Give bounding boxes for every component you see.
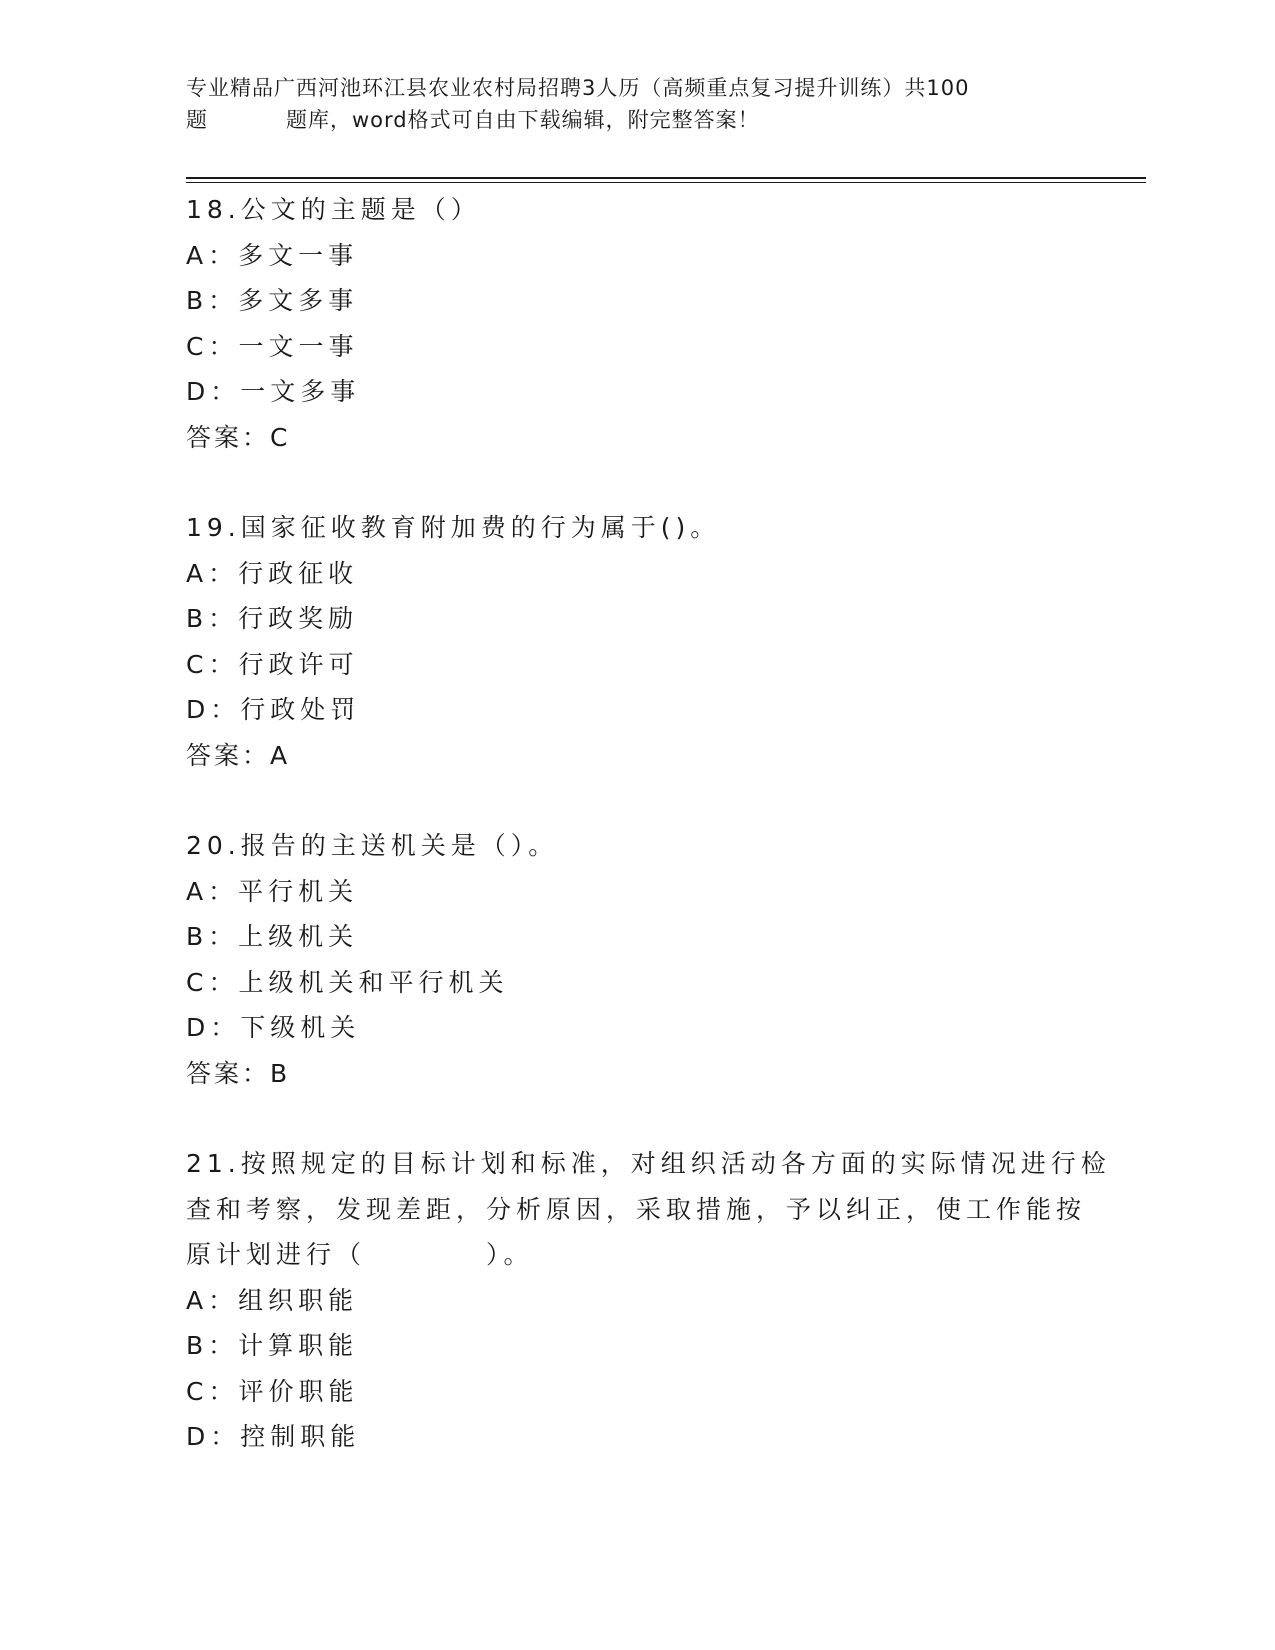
option-b: B：计算职能 (186, 1331, 359, 1360)
question-body: 公文的主题是（） (240, 195, 481, 224)
question-number: 20. (186, 831, 241, 860)
question-text (186, 505, 1066, 551)
option-d: D：控制职能 (186, 1422, 361, 1451)
question-number: 19. (186, 513, 241, 542)
question-list (186, 187, 1111, 1505)
answer-line: 答案：C (186, 422, 291, 452)
option-c: C：行政许可 (186, 649, 359, 679)
option-c: C：评价职能 (186, 1376, 359, 1406)
answer-line: 答案：A (186, 740, 291, 770)
question-number: 18. (186, 195, 241, 224)
option-b: B：行政奖励 (186, 604, 359, 633)
question-21 (186, 1141, 1111, 1460)
option-b: B：上级机关 (186, 922, 359, 951)
header-title-line1: 专业精品广西河池环江县农业农村局招聘3人历（高频重点复习提升训练）共100 (186, 76, 970, 100)
option-c: C：上级机关和平行机关 (186, 967, 509, 997)
question-body: 报告的主送机关是（）。 (240, 831, 559, 860)
header-divider-thin (186, 182, 1146, 183)
option-d: D：下级机关 (186, 1013, 361, 1042)
option-a: A：多文一事 (186, 240, 359, 270)
option-a: A：平行机关 (186, 876, 359, 906)
header-divider-thick (186, 177, 1146, 179)
option-b: B：多文多事 (186, 286, 359, 315)
question-body: 按照规定的目标计划和标准，对组织活动各方面的实际情况进行检 (240, 1149, 1111, 1178)
header-title-line2-start: 题 (186, 108, 208, 132)
option-d: D：行政处罚 (186, 695, 361, 724)
question-body: 国家征收教育附加费的行为属于()。 (240, 513, 721, 542)
option-c: C：一文一事 (186, 331, 359, 361)
question-body-start: 原计划进行（ (186, 1240, 367, 1269)
option-a: A：行政征收 (186, 558, 359, 588)
question-text-line3 (186, 1232, 1066, 1278)
question-text-line2: 查和考察，发现差距，分析原因，采取措施，予以纠正，使工作能按 (186, 1194, 1087, 1224)
question-20 (186, 823, 1066, 1096)
question-text (186, 187, 1066, 233)
option-a: A：组织职能 (186, 1285, 359, 1315)
header-title-line2-rest: 题库，word格式可自由下载编辑，附完整答案！ (286, 108, 760, 132)
header-title-line2 (186, 104, 1086, 136)
question-text (186, 823, 1066, 869)
question-18 (186, 187, 1066, 460)
question-19 (186, 505, 1066, 778)
question-body-end: ）。 (486, 1240, 534, 1269)
option-d: D：一文多事 (186, 377, 361, 406)
question-number: 21. (186, 1149, 241, 1178)
question-text-line1 (186, 1141, 1111, 1187)
document-header (186, 72, 1086, 136)
answer-line: 答案：B (186, 1058, 291, 1088)
